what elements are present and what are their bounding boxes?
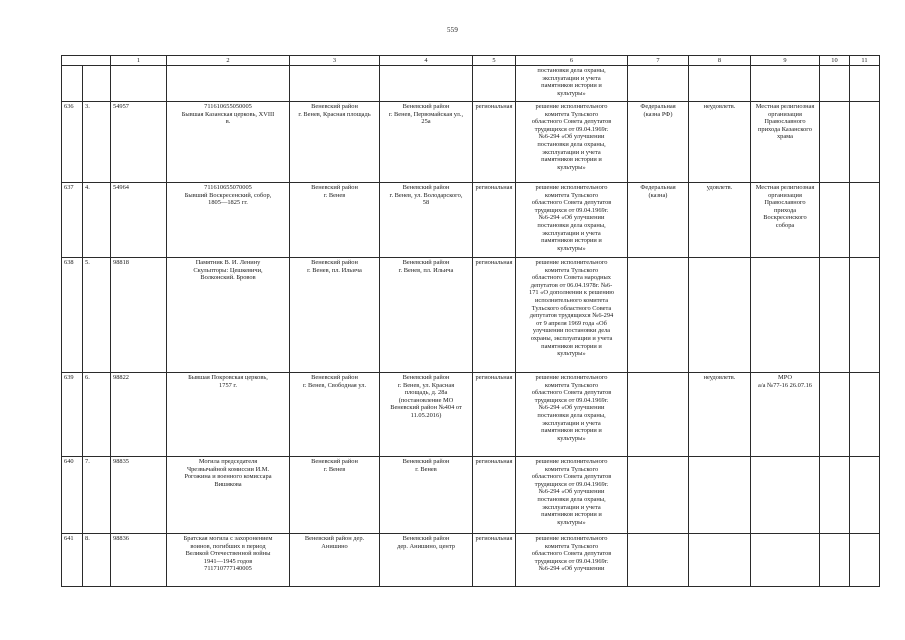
protection-document-cell-line: эксплуатации и учета <box>542 74 601 82</box>
protection-document-cell-line: №6-294 «Об улучшении <box>538 488 605 496</box>
location-cell-line: Анишино <box>321 542 348 550</box>
column-10-cell <box>820 534 850 587</box>
ownership-cell-line: Федеральная <box>640 103 676 110</box>
column-header: 10 <box>820 56 850 66</box>
location-cell-line: г. Венев <box>323 191 346 199</box>
protection-document-cell <box>516 373 628 457</box>
protection-document-cell-line: решение исполнительного <box>535 458 608 465</box>
ownership-cell <box>628 258 689 373</box>
location-cell <box>290 534 380 587</box>
ownership-cell-line: Федеральная <box>640 184 676 191</box>
condition-cell: неудовлетв. <box>689 102 751 183</box>
protection-document-cell-line: эксплуатации и учета <box>542 503 601 511</box>
address-cell-line: 58 <box>422 199 430 207</box>
protection-document-cell-line: №6-294 «Об улучшении <box>538 133 605 141</box>
protection-document-cell-line: областного Совета депутатов <box>531 389 612 397</box>
column-header <box>62 56 111 66</box>
registry-number-cell: 54964 <box>111 183 167 258</box>
protection-document-cell-line: областного Совета депутатов <box>531 550 612 558</box>
location-cell-line: Веневский район <box>311 103 358 110</box>
protection-document-cell-line: исполнительного комитета <box>534 296 609 304</box>
location-cell <box>290 457 380 534</box>
protection-document-cell-line: культуры» <box>557 434 586 442</box>
condition-cell: неудовлетв. <box>689 373 751 457</box>
ownership-cell-line: (казна РФ) <box>643 110 673 118</box>
protection-document-cell-line: комитета Тульского <box>544 191 599 199</box>
user-organization-cell-line: Православного <box>764 118 806 126</box>
protection-document-cell-line: депутатов трудящихся №6-294 <box>529 312 614 320</box>
object-name-cell <box>167 373 290 457</box>
column-header: 9 <box>751 56 820 66</box>
object-name-cell-line: в. <box>225 118 231 126</box>
user-organization-cell-line: Воскресенского <box>763 214 807 222</box>
protection-document-cell <box>516 66 628 102</box>
column-11-cell <box>850 258 880 373</box>
item-number-cell: 6. <box>83 373 111 457</box>
column-10-cell <box>820 258 850 373</box>
table-row <box>62 373 880 457</box>
column-header: 4 <box>380 56 473 66</box>
object-name-cell-line: 1941—1945 годов <box>203 557 253 565</box>
condition-cell <box>689 534 751 587</box>
protection-document-cell-line: трудящихся от 09.04.1969г. <box>534 480 609 488</box>
protection-document-cell-line: трудящихся от 09.04.1969г. <box>534 557 609 565</box>
user-organization-cell <box>751 183 820 258</box>
row-index-cell: 641 <box>62 534 83 587</box>
protection-document-cell-line: областного Совета депутатов <box>531 473 612 481</box>
protection-document-cell-line: памятников истории и <box>541 427 602 435</box>
user-organization-cell-line: МРО <box>778 374 792 381</box>
address-cell <box>380 102 473 183</box>
user-organization-cell <box>751 457 820 534</box>
protection-document-cell-line: №6-294 «Об улучшении <box>538 404 605 412</box>
protection-document-cell <box>516 102 628 183</box>
column-10-cell <box>820 373 850 457</box>
address-cell-line: г. Венев, ул. Красная <box>397 381 455 389</box>
object-name-cell-line: Чрезвычайной комиссии И.М. <box>186 465 270 473</box>
ownership-cell <box>628 102 689 183</box>
ownership-cell <box>628 457 689 534</box>
object-name-cell-line: Великой Отечественной войны <box>185 550 271 558</box>
user-organization-cell <box>751 373 820 457</box>
column-11-cell <box>850 457 880 534</box>
protection-document-cell-line: постановки дела охраны, <box>537 140 606 148</box>
object-name-cell-line: Волконский. Бровов <box>200 274 256 282</box>
protection-document-cell-line: охраны, эксплуатации и учета <box>530 334 613 342</box>
user-organization-cell <box>751 102 820 183</box>
category-cell: региональная <box>473 534 516 587</box>
address-cell-line: г. Венев, пл. Ильича <box>398 266 454 274</box>
column-header-row <box>62 56 880 66</box>
protection-document-cell-line: памятников истории и <box>541 82 602 90</box>
column-header: 3 <box>290 56 380 66</box>
protection-document-cell-line: областного Совета депутатов <box>531 118 612 126</box>
location-cell <box>290 373 380 457</box>
page-number: 559 <box>446 26 459 34</box>
address-cell <box>380 373 473 457</box>
address-cell-line: Веневский район <box>402 535 450 542</box>
address-cell-line: г. Венев, Первомайская ул., <box>388 110 464 118</box>
protection-document-cell-line: культуры» <box>557 89 586 97</box>
row-index-cell: 637 <box>62 183 83 258</box>
object-name-cell-line: 1757 г. <box>219 381 237 389</box>
protection-document-cell-line: эксплуатации и учета <box>542 229 601 237</box>
protection-document-cell-line: решение исполнительного <box>535 374 608 381</box>
ownership-cell-line: (казна) <box>648 191 668 199</box>
column-header: 2 <box>167 56 290 66</box>
protection-document-cell-line: памятников истории и <box>541 511 602 519</box>
protection-document-cell-line: памятников истории и <box>541 156 602 164</box>
protection-document-cell-line: комитета Тульского <box>544 465 599 473</box>
condition-cell <box>689 457 751 534</box>
protection-document-cell-line: решение исполнительного <box>535 535 608 542</box>
row-index-cell: 640 <box>62 457 83 534</box>
column-11-cell <box>850 373 880 457</box>
column-header: 11 <box>850 56 880 66</box>
protection-document-cell-line: постановки дела охраны, <box>537 67 606 74</box>
registry-number-cell: 54957 <box>111 102 167 183</box>
address-cell-line: г. Венев <box>415 465 437 473</box>
condition-cell <box>689 66 751 102</box>
protection-document-cell <box>516 534 628 587</box>
row-index-cell: 638 <box>62 258 83 373</box>
column-10-cell <box>820 66 850 102</box>
category-cell: региональная <box>473 183 516 258</box>
address-cell-line: дер. Анишино, центр <box>397 542 455 550</box>
row-index-cell: 639 <box>62 373 83 457</box>
address-cell-line: г. Венев, ул. Володарского, <box>389 191 463 199</box>
location-cell <box>290 66 380 102</box>
address-cell-line: 11.05.2016) <box>410 411 442 419</box>
protection-document-cell-line: памятников истории и <box>541 342 602 350</box>
category-cell <box>473 66 516 102</box>
item-number-cell <box>83 66 111 102</box>
item-number-cell: 8. <box>83 534 111 587</box>
category-cell: региональная <box>473 373 516 457</box>
protection-document-cell-line: 171 «О дополнении к решению <box>529 289 614 297</box>
location-cell-line: г. Венев, Свободная ул. <box>302 381 367 389</box>
category-cell: региональная <box>473 457 516 534</box>
user-organization-cell-line: Православного <box>764 199 806 207</box>
protection-document-cell-line: комитета Тульского <box>544 110 599 118</box>
column-10-cell <box>820 102 850 183</box>
item-number-cell: 3. <box>83 102 111 183</box>
location-cell-line: г. Венев, пл. Ильича <box>307 266 362 274</box>
protection-document-cell <box>516 457 628 534</box>
protection-document-cell-line: депутатов от 06.04.1978г. №6- <box>530 281 613 289</box>
object-name-cell <box>167 183 290 258</box>
item-number-cell: 5. <box>83 258 111 373</box>
user-organization-cell <box>751 534 820 587</box>
object-name-cell-line: Памятник В. И. Ленину <box>195 259 261 266</box>
object-name-cell-line: Бывшая Казанская церковь, XVIII <box>181 110 275 118</box>
object-name-cell <box>167 102 290 183</box>
table-row <box>62 534 880 587</box>
column-10-cell <box>820 183 850 258</box>
object-name-cell-line: 711610655070005 <box>204 184 252 191</box>
user-organization-cell-line: собора <box>775 221 795 229</box>
row-index-cell <box>62 66 83 102</box>
user-organization-cell-line: а/а №77-16 26.07.16 <box>757 381 813 389</box>
protection-document-cell-line: комитета Тульского <box>544 381 599 389</box>
protection-document-cell-line: №6-294 «Об улучшении <box>538 214 605 222</box>
protection-document-cell-line: культуры» <box>557 163 586 171</box>
user-organization-cell-line: прихода Казанского <box>758 125 812 133</box>
object-name-cell-line: Могила председателя <box>198 458 258 465</box>
item-number-cell: 4. <box>83 183 111 258</box>
row-index-cell: 636 <box>62 102 83 183</box>
ownership-cell <box>628 183 689 258</box>
protection-document-cell-line: трудящихся от 09.04.1969г. <box>534 206 609 214</box>
column-header: 8 <box>689 56 751 66</box>
protection-document-cell <box>516 183 628 258</box>
protection-document-cell-line: культуры» <box>557 350 586 358</box>
protection-document-cell-line: решение исполнительного <box>535 184 608 191</box>
address-cell-line: Веневский район <box>402 259 450 266</box>
object-name-cell-line: 711610655050005 <box>204 103 252 110</box>
object-name-cell-line: Братская могила с захоронением <box>183 535 273 542</box>
ownership-cell <box>628 534 689 587</box>
object-name-cell-line: 1805—1825 гг. <box>208 199 248 207</box>
location-cell-line: Веневский район дер. <box>304 535 365 542</box>
protection-document-cell-line: трудящихся от 09.04.1969г. <box>534 396 609 404</box>
protection-document-cell-line: эксплуатации и учета <box>542 148 601 156</box>
column-header: 1 <box>111 56 167 66</box>
registry-number-cell: 98836 <box>111 534 167 587</box>
protection-document-cell-line: областного Совета депутатов <box>531 199 612 207</box>
user-organization-cell-line: Местная религиозная <box>755 103 815 110</box>
table-row <box>62 66 880 102</box>
column-10-cell <box>820 457 850 534</box>
column-11-cell <box>850 183 880 258</box>
column-header: 7 <box>628 56 689 66</box>
protection-document-cell-line: постановки дела охраны, <box>537 221 606 229</box>
category-cell: региональная <box>473 102 516 183</box>
protection-document-cell-line: трудящихся от 09.04.1969г. <box>534 125 609 133</box>
address-cell-line: площадь, д. 28а <box>404 389 448 397</box>
object-name-cell-line: воинов, погибших в период <box>190 542 266 550</box>
address-cell <box>380 66 473 102</box>
monuments-register-table <box>61 55 880 587</box>
protection-document-cell-line: решение исполнительного <box>535 103 608 110</box>
registry-number-cell: 98822 <box>111 373 167 457</box>
column-header: 6 <box>516 56 628 66</box>
address-cell-line: Веневский район <box>402 458 450 465</box>
condition-cell: удовлетв. <box>689 183 751 258</box>
object-name-cell-line: Бывшая Покровская церковь, <box>188 374 268 381</box>
column-11-cell <box>850 534 880 587</box>
category-cell: региональная <box>473 258 516 373</box>
user-organization-cell <box>751 258 820 373</box>
user-organization-cell-line: организация <box>768 110 802 118</box>
address-cell <box>380 457 473 534</box>
location-cell <box>290 183 380 258</box>
registry-number-cell: 98818 <box>111 258 167 373</box>
address-cell-line: Веневский район <box>402 103 450 110</box>
address-cell <box>380 183 473 258</box>
address-cell <box>380 258 473 373</box>
registry-number-cell <box>111 66 167 102</box>
location-cell-line: г. Венев <box>323 465 346 473</box>
object-name-cell-line: Скульпторы: Цешкевичи, <box>193 266 263 274</box>
column-header: 5 <box>473 56 516 66</box>
ownership-cell <box>628 66 689 102</box>
user-organization-cell-line: Местная религиозная <box>755 184 815 191</box>
protection-document-cell <box>516 258 628 373</box>
address-cell-line: Веневский район №404 от <box>390 404 462 412</box>
user-organization-cell <box>751 66 820 102</box>
protection-document-cell-line: комитета Тульского <box>544 542 599 550</box>
protection-document-cell-line: №6-294 «Об улучшении <box>538 565 605 573</box>
protection-document-cell-line: Тульского областного Совета <box>531 304 612 312</box>
protection-document-cell-line: памятников истории и <box>541 237 602 245</box>
protection-document-cell-line: улучшении постановки дела <box>532 327 611 335</box>
object-name-cell-line: 711710777140005 <box>204 565 252 573</box>
location-cell-line: Веневский район <box>311 374 358 381</box>
table-row <box>62 457 880 534</box>
location-cell-line: Веневский район <box>311 184 358 191</box>
protection-document-cell-line: областного Совета народных <box>531 274 611 282</box>
protection-document-cell-line: культуры» <box>557 518 586 526</box>
protection-document-cell-line: решение исполнительного <box>535 259 608 266</box>
address-cell-line: Веневский район <box>402 374 450 381</box>
location-cell-line: Веневский район <box>311 458 358 465</box>
table-row <box>62 258 880 373</box>
table-row <box>62 183 880 258</box>
registry-number-cell: 98835 <box>111 457 167 534</box>
address-cell-line: 25а <box>421 118 431 126</box>
user-organization-cell-line: храма <box>776 133 794 141</box>
object-name-cell-line: Вишякова <box>214 480 242 488</box>
address-cell <box>380 534 473 587</box>
address-cell-line: Веневский район <box>402 184 450 191</box>
location-cell <box>290 102 380 183</box>
user-organization-cell-line: организация <box>768 191 802 199</box>
user-organization-cell-line: прихода <box>773 206 797 214</box>
ownership-cell <box>628 373 689 457</box>
protection-document-cell-line: постановки дела охраны, <box>537 411 606 419</box>
location-cell-line: Веневский район <box>311 259 358 266</box>
address-cell-line: (постановление МО <box>398 396 454 404</box>
object-name-cell-line: Бывший Воскресенский, собор, <box>184 191 272 199</box>
item-number-cell: 7. <box>83 457 111 534</box>
object-name-cell <box>167 66 290 102</box>
table-row <box>62 102 880 183</box>
object-name-cell <box>167 534 290 587</box>
location-cell <box>290 258 380 373</box>
column-11-cell <box>850 102 880 183</box>
object-name-cell <box>167 457 290 534</box>
condition-cell <box>689 258 751 373</box>
object-name-cell <box>167 258 290 373</box>
column-11-cell <box>850 66 880 102</box>
location-cell-line: г. Венев, Красная площадь <box>298 110 371 118</box>
protection-document-cell-line: культуры» <box>557 244 586 252</box>
protection-document-cell-line: комитета Тульского <box>544 266 599 274</box>
protection-document-cell-line: от 9 апреля 1969 года «Об <box>536 319 607 327</box>
protection-document-cell-line: эксплуатации и учета <box>542 419 601 427</box>
object-name-cell-line: Рогожина и военного комиссара <box>184 473 272 481</box>
protection-document-cell-line: постановки дела охраны, <box>537 495 606 503</box>
